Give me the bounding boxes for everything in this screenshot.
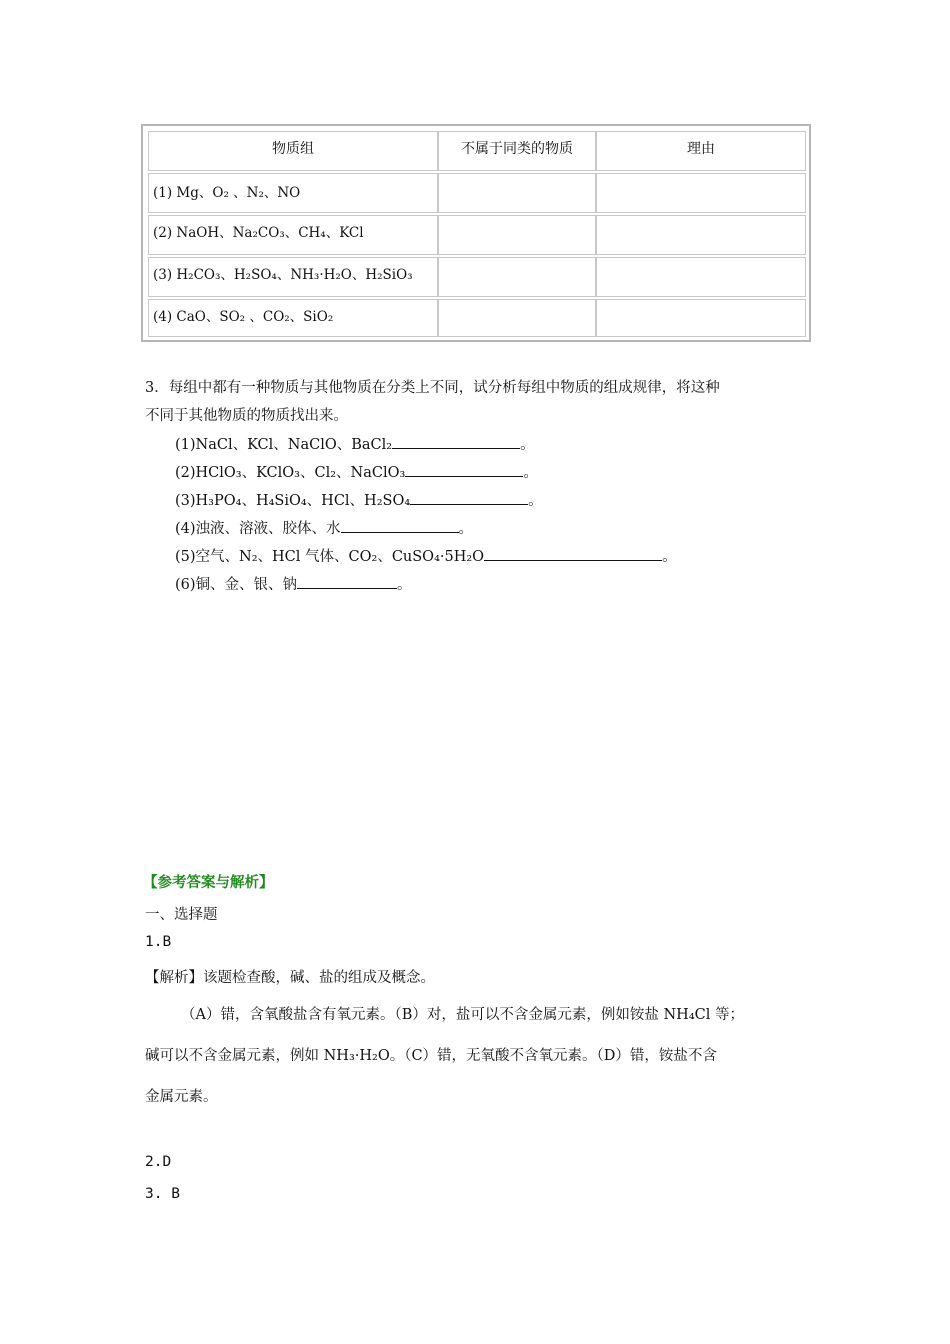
q3-item-2 — [175, 461, 538, 482]
q3-item-3 — [175, 489, 543, 510]
q3-item-4-blank[interactable] — [341, 518, 459, 533]
q3-item-6 — [175, 573, 412, 594]
q3-item-1-text: (1)NaCl、KCl、NaClO、BaCl₂ — [175, 437, 393, 453]
answer-1: 1.B — [145, 934, 172, 950]
q3-item-3-blank[interactable] — [410, 490, 528, 505]
end-mark: 。 — [523, 465, 538, 481]
end-mark: 。 — [397, 577, 412, 593]
q3-intro-line2: 不同于其他物质的物质找出来。 — [145, 408, 348, 424]
q3-item-4 — [175, 517, 473, 538]
q3-item-5-blank[interactable] — [484, 546, 662, 561]
table-row-3-reason[interactable] — [596, 257, 806, 297]
table-row-1-group: (1) Mg、O₂ 、N₂、NO — [148, 173, 438, 213]
analysis-para-line3: 金属元素。 — [145, 1089, 218, 1105]
table-row-4-reason[interactable] — [596, 299, 806, 337]
answer-3: 3. B — [145, 1186, 180, 1202]
table-header-reason: 理由 — [596, 131, 806, 171]
table-row-4-answer[interactable] — [438, 299, 596, 337]
analysis-para-line2: 碱可以不含金属元素，例如 NH₃·H₂O。（C）错，无氧酸不含氧元素。（D）错，铵盐不含 — [145, 1048, 717, 1064]
table-row-4-group: (4) CaO、SO₂ 、CO₂、SiO₂ — [148, 299, 438, 337]
table-header-different: 不属于同类的物质 — [438, 131, 596, 171]
q3-item-5 — [175, 545, 677, 566]
table-row-1-reason[interactable] — [596, 173, 806, 213]
table-header-group: 物质组 — [148, 131, 438, 171]
q3-item-4-text: (4)浊液、溶液、胶体、水 — [175, 521, 341, 537]
end-mark: 。 — [458, 521, 474, 537]
q3-item-6-blank[interactable] — [297, 574, 397, 589]
answer-2: 2.D — [145, 1154, 172, 1170]
q3-item-1-blank[interactable] — [392, 434, 520, 449]
end-mark: 。 — [520, 437, 535, 453]
answers-heading: 【参考答案与解析】 — [143, 874, 274, 891]
end-mark: 。 — [528, 493, 543, 509]
q3-item-2-text: (2)HClO₃、KClO₃、Cl₂、NaClO₃ — [175, 465, 406, 481]
q3-item-5-text: (5)空气、N₂、HCl 气体、CO₂、CuSO₄·5H₂O — [175, 549, 485, 565]
q3-item-3-text: (3)H₃PO₄、H₄SiO₄、HCl、H₂SO₄ — [175, 493, 411, 509]
end-mark: 。 — [662, 549, 677, 565]
analysis-label: 【解析】 — [145, 970, 203, 986]
table-row-2-group: (2) NaOH、Na₂CO₃、CH₄、KCl — [148, 215, 438, 255]
table-row-1-answer[interactable] — [438, 173, 596, 213]
classification-table — [141, 124, 811, 342]
answers-section: 一、选择题 — [145, 907, 218, 923]
q3-item-2-blank[interactable] — [405, 462, 523, 477]
analysis-text: 该题检查酸，碱、盐的组成及概念。 — [203, 970, 435, 986]
q3-item-1 — [175, 433, 535, 454]
table-row-3-answer[interactable] — [438, 257, 596, 297]
table-row-3-group: (3) H₂CO₃、H₂SO₄、NH₃·H₂O、H₂SiO₃ — [148, 257, 438, 297]
q3-intro-line1: 3．每组中都有一种物质与其他物质在分类上不同，试分析每组中物质的组成规律，将这种 — [145, 380, 720, 396]
table-row-2-answer[interactable] — [438, 215, 596, 255]
analysis-para-line1: （A）错，含氧酸盐含有氧元素。（B）对，盐可以不含金属元素，例如铵盐 NH₄Cl 等； — [181, 1007, 744, 1023]
q3-item-6-text: (6)铜、金、银、钠 — [175, 577, 298, 593]
analysis-line — [145, 966, 435, 987]
table-row-2-reason[interactable] — [596, 215, 806, 255]
